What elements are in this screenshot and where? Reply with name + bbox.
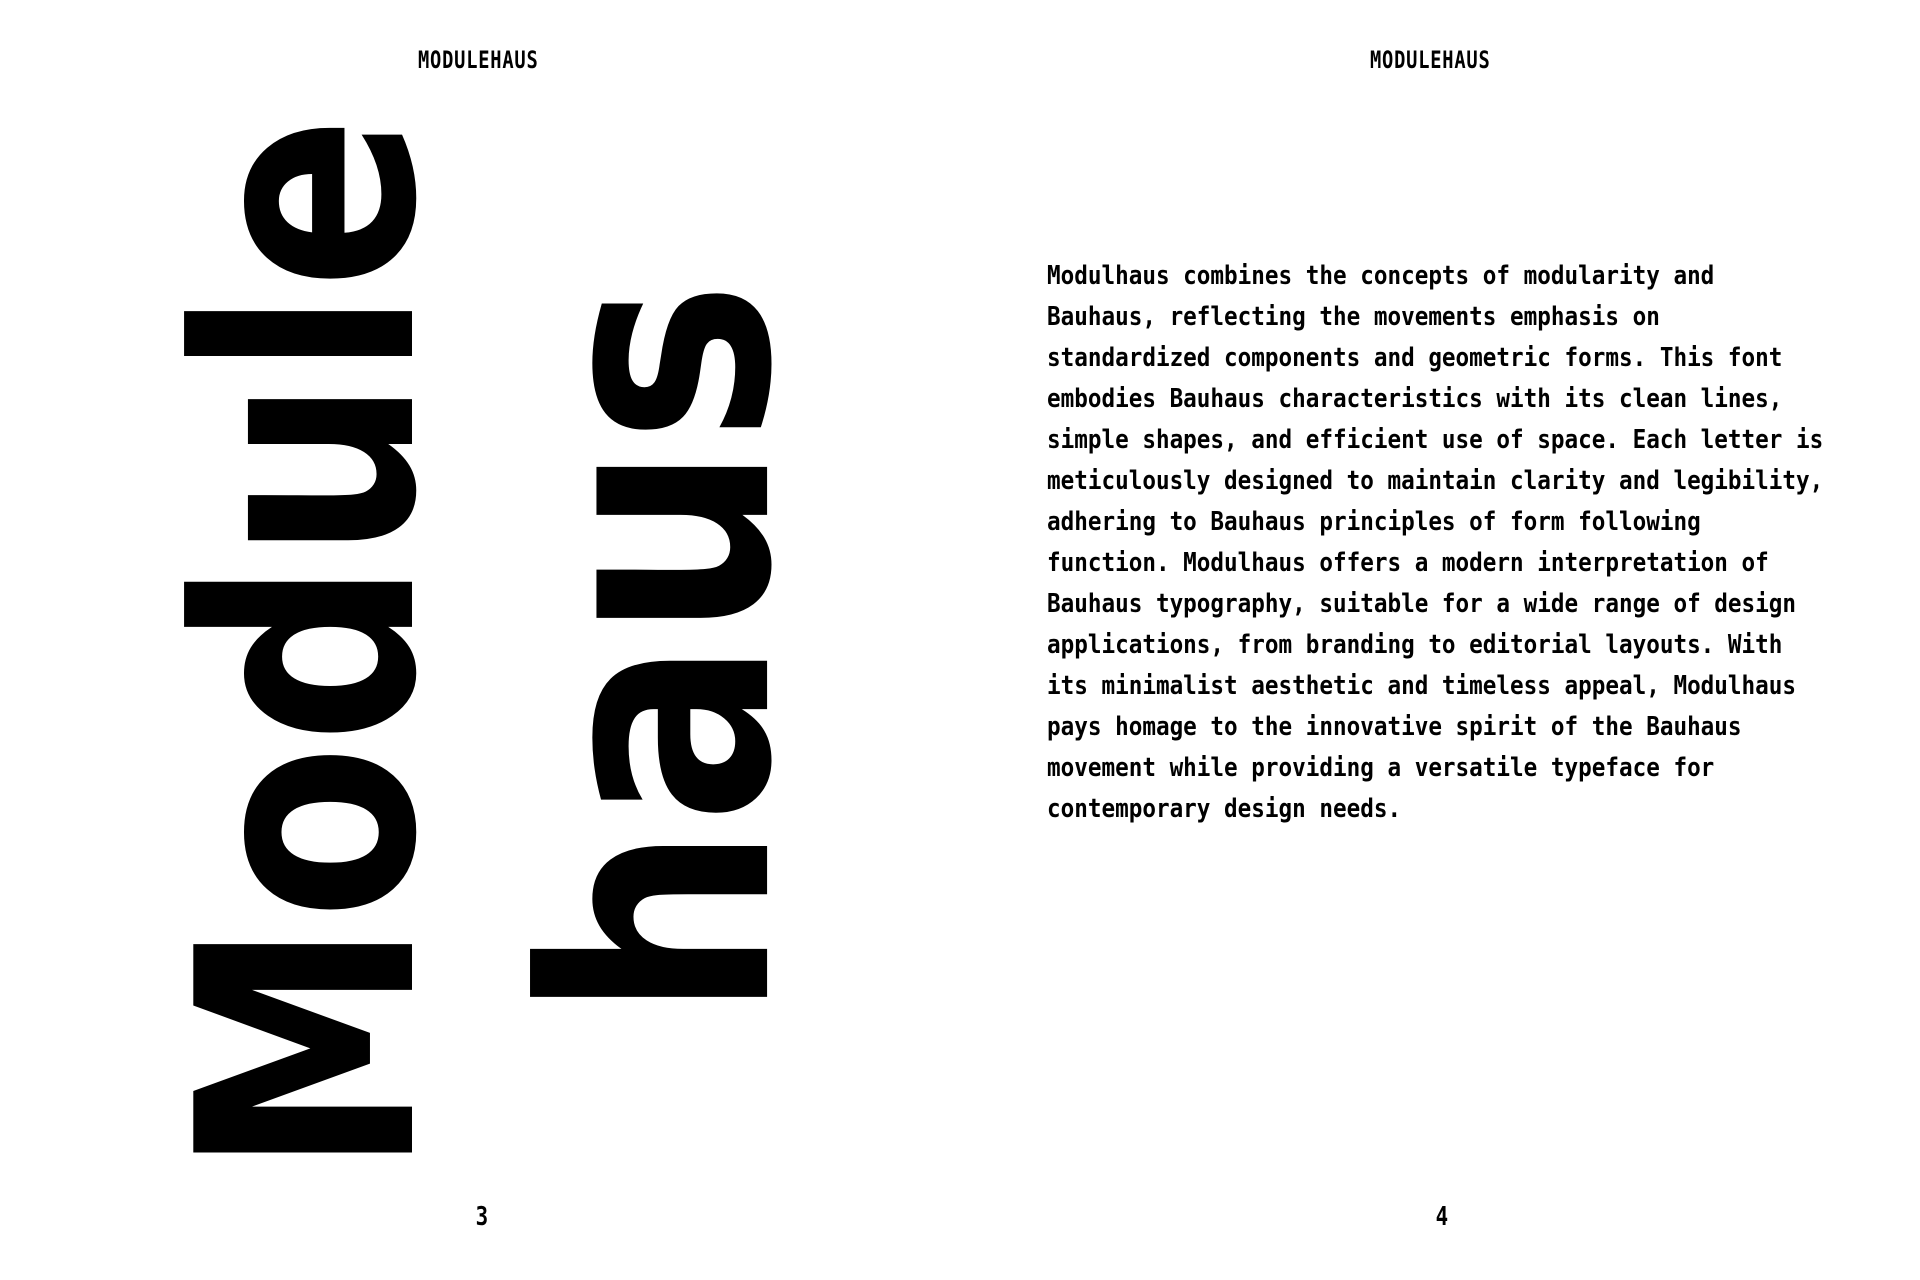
body-line: embodies Bauhaus characteristics with its clean lines, bbox=[1047, 384, 1783, 414]
body-line: contemporary design needs. bbox=[1047, 794, 1402, 824]
display-word-haus-text: haus bbox=[478, 280, 842, 1020]
running-head-left: MODULEHAUS bbox=[418, 46, 539, 74]
body-paragraph bbox=[1047, 256, 1824, 830]
page-number-right: 4 bbox=[1435, 1202, 1449, 1232]
body-line: standardized components and geometric forms. This font bbox=[1047, 343, 1783, 373]
body-line: Bauhaus, reflecting the movements emphasis on bbox=[1047, 302, 1660, 332]
body-line: meticulously designed to maintain clarity and legibility, bbox=[1047, 466, 1824, 496]
display-word-module-text: Module bbox=[134, 115, 484, 1176]
body-line: its minimalist aesthetic and timeless appeal, Modulhaus bbox=[1047, 671, 1797, 701]
body-line: applications, from branding to editorial layouts. With bbox=[1047, 630, 1783, 660]
body-line: Bauhaus typography, suitable for a wide range of design bbox=[1047, 589, 1797, 619]
running-head-right: MODULEHAUS bbox=[1370, 46, 1491, 74]
body-line: function. Modulhaus offers a modern interpretation of bbox=[1047, 548, 1769, 578]
body-line: movement while providing a versatile typeface for bbox=[1047, 753, 1715, 783]
right-page bbox=[960, 0, 1920, 1280]
body-line: simple shapes, and efficient use of space. Each letter is bbox=[1047, 425, 1824, 455]
body-line: adhering to Bauhaus principles of form following bbox=[1047, 507, 1701, 537]
body-line: Modulhaus combines the concepts of modularity and bbox=[1047, 261, 1715, 291]
page-number-left: 3 bbox=[475, 1202, 489, 1232]
body-line: pays homage to the innovative spirit of the Bauhaus bbox=[1047, 712, 1742, 742]
